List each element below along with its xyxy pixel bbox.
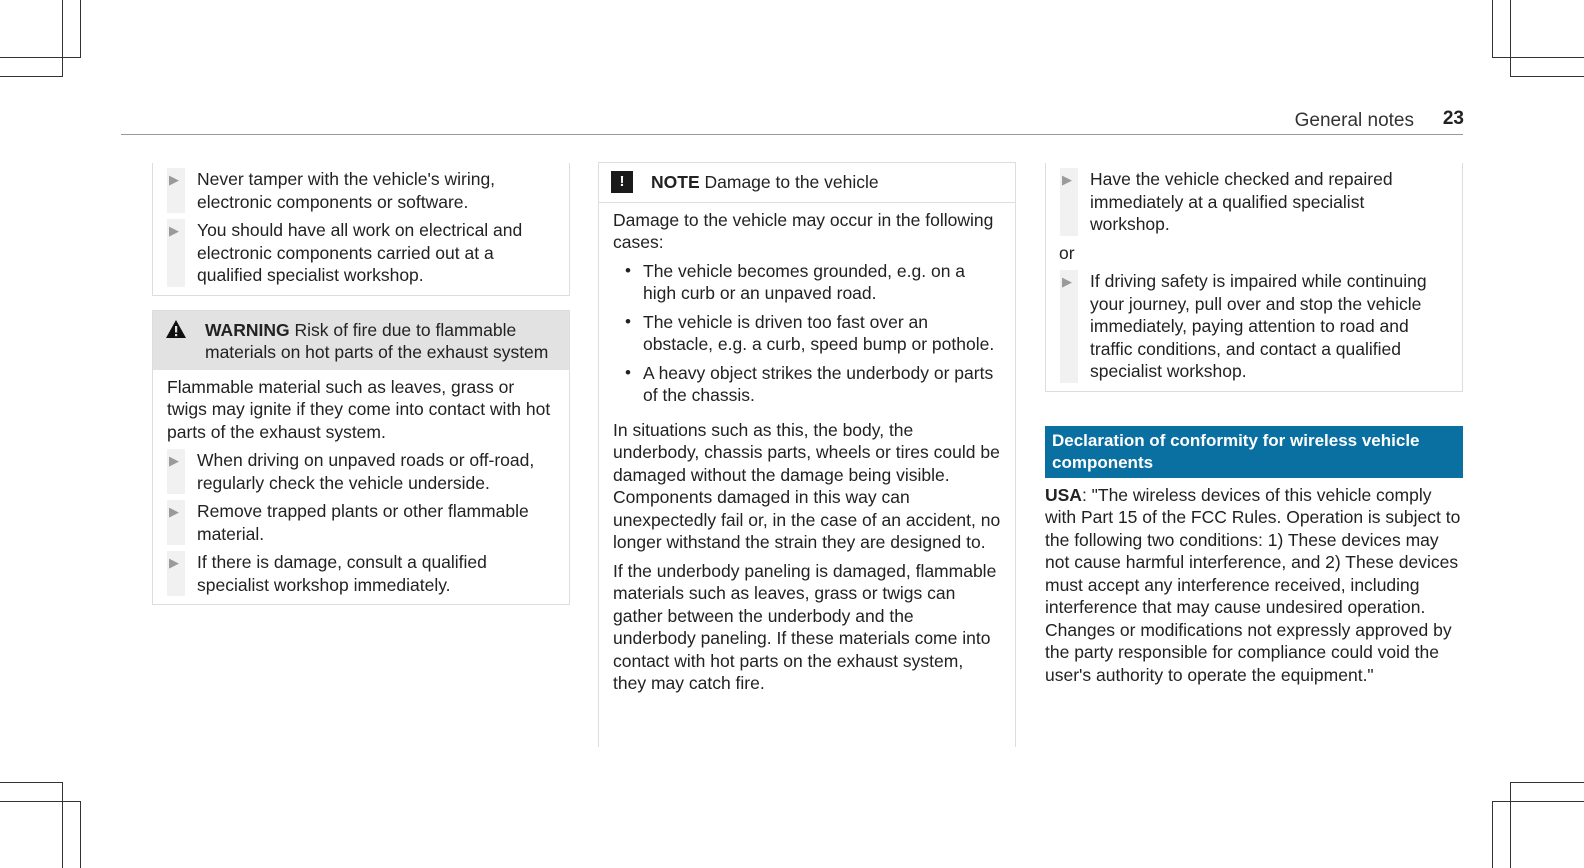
- bullet-text: You should have all work on electrical and electronic components carried out at a qualified specialist workshop.: [197, 220, 523, 285]
- warning-title-text: Risk of fire due to flammable materials on hot parts of the exhaust system: [205, 319, 549, 362]
- triangle-bullet-icon: ▶: [169, 504, 179, 519]
- crop-mark: [0, 76, 62, 77]
- triangle-bullet-icon: ▶: [1062, 274, 1072, 289]
- crop-mark: [1492, 801, 1584, 802]
- list-item: [613, 362, 1001, 407]
- crop-mark: [80, 0, 81, 58]
- declaration-heading: Declaration of conformity for wireless vehicle components: [1045, 426, 1463, 478]
- header-divider: [121, 134, 1463, 135]
- warning-body: [153, 370, 569, 605]
- crop-mark: [0, 801, 80, 802]
- bullet-bar: [167, 551, 185, 596]
- note-header: [599, 163, 1015, 203]
- crop-mark: [80, 801, 81, 868]
- warning-box: [152, 310, 570, 606]
- crop-mark: [1510, 782, 1511, 868]
- exclamation-icon: !: [611, 171, 633, 193]
- crop-mark: [1492, 0, 1493, 58]
- bullet-bar: [1060, 270, 1078, 383]
- crop-mark: [1492, 57, 1584, 58]
- warning-triangle-icon: [165, 319, 205, 364]
- bullet-bar: [167, 500, 185, 545]
- dot-text: The vehicle becomes grounded, e.g. on a high curb or an unpaved road.: [643, 260, 966, 303]
- list-item: [167, 219, 555, 287]
- declaration-text: [1045, 484, 1463, 687]
- declaration-body: : "The wireless devices of this vehicle comply with Part 15 of the FCC Rules. Operation is subject to the following two conditions: 1) These devices may not cause harmful interference, and 2) These devices must accept any interference received, including interference that may cause undesired operation. Changes or modifications not expressly approved by the party responsible for compliance could void the user's authority to operate the equipment.": [1045, 484, 1461, 685]
- section-title: General notes: [1294, 110, 1414, 131]
- dot-bullet-icon: •: [625, 311, 631, 331]
- crop-mark: [0, 782, 62, 783]
- continued-bullet-box: [1045, 163, 1463, 392]
- triangle-bullet-icon: ▶: [169, 555, 179, 570]
- list-item: [167, 500, 555, 545]
- note-paragraph: If the underbody paneling is damaged, flammable materials such as leaves, grass or twigs can gather between the underbody and the underbody paneling. If these materials come into contact with hot parts on the exhaust system, they may catch fire.: [613, 560, 997, 693]
- bullet-text: If driving safety is impaired while continuing your journey, pull over and stop the vehicle immediately, paying attention to road and traffic conditions, and contact a qualified specialist workshop.: [1090, 271, 1427, 381]
- warning-title: [205, 319, 559, 364]
- column-2: [598, 162, 1016, 747]
- list-item: [167, 551, 555, 596]
- declaration-region: USA: [1045, 484, 1082, 505]
- list-item: [613, 311, 1001, 356]
- list-item: [1060, 168, 1448, 236]
- bullet-bar: [167, 449, 185, 494]
- crop-mark: [1492, 801, 1493, 868]
- dot-text: A heavy object strikes the underbody or parts of the chassis.: [643, 362, 994, 405]
- column-3: [1045, 163, 1463, 686]
- triangle-bullet-icon: ▶: [169, 453, 179, 468]
- list-item: [167, 168, 555, 213]
- note-title: [651, 171, 879, 194]
- list-item: [167, 449, 555, 494]
- list-item: [613, 260, 1001, 305]
- bullet-bar: [1060, 168, 1078, 236]
- note-paragraph: In situations such as this, the body, the underbody, chassis parts, wheels or tires could be damaged without the damage being visible. Components damaged in this way can unexpectedly fail or, in the case of an accident, no longer withstand the strain they are designed to.: [613, 419, 1001, 552]
- triangle-bullet-icon: ▶: [1062, 172, 1072, 187]
- note-label: NOTE: [651, 172, 700, 192]
- crop-mark: [1510, 76, 1584, 77]
- note-intro: Damage to the vehicle may occur in the following cases:: [613, 209, 994, 252]
- dot-bullet-icon: •: [625, 362, 631, 382]
- bullet-text: If there is damage, consult a qualified specialist workshop immediately.: [197, 552, 487, 595]
- note-body: [599, 203, 1015, 703]
- warning-label: WARNING: [205, 319, 290, 340]
- triangle-bullet-icon: ▶: [169, 223, 179, 238]
- column-1: [152, 163, 570, 605]
- list-item: [1060, 270, 1448, 383]
- dot-text: The vehicle is driven too fast over an obstacle, e.g. a curb, speed bump or pothole.: [643, 311, 995, 354]
- bullet-text: When driving on unpaved roads or off-road, regularly check the vehicle underside.: [197, 450, 535, 493]
- note-box: [598, 162, 1016, 747]
- page-number: 23: [1442, 108, 1464, 129]
- top-bullet-box: [152, 163, 570, 296]
- bullet-text: Have the vehicle checked and repaired immediately at a qualified specialist workshop.: [1090, 169, 1393, 234]
- bullet-bar: [167, 168, 185, 213]
- or-text: or: [1059, 242, 1075, 263]
- crop-mark: [0, 57, 80, 58]
- warning-header: [153, 311, 569, 370]
- crop-mark: [62, 0, 63, 77]
- dot-bullet-icon: •: [625, 260, 631, 280]
- crop-mark: [1510, 0, 1511, 77]
- bullet-text: Remove trapped plants or other flammable material.: [197, 501, 529, 544]
- crop-mark: [1510, 782, 1584, 783]
- note-title-text: Damage to the vehicle: [704, 172, 879, 192]
- warning-intro: Flammable material such as leaves, grass or twigs may ignite if they come into contact with hot parts of the exhaust system.: [167, 376, 551, 442]
- bullet-bar: [167, 219, 185, 287]
- crop-mark: [62, 782, 63, 868]
- bullet-text: Never tamper with the vehicle's wiring, electronic components or software.: [197, 169, 496, 212]
- triangle-bullet-icon: ▶: [169, 172, 179, 187]
